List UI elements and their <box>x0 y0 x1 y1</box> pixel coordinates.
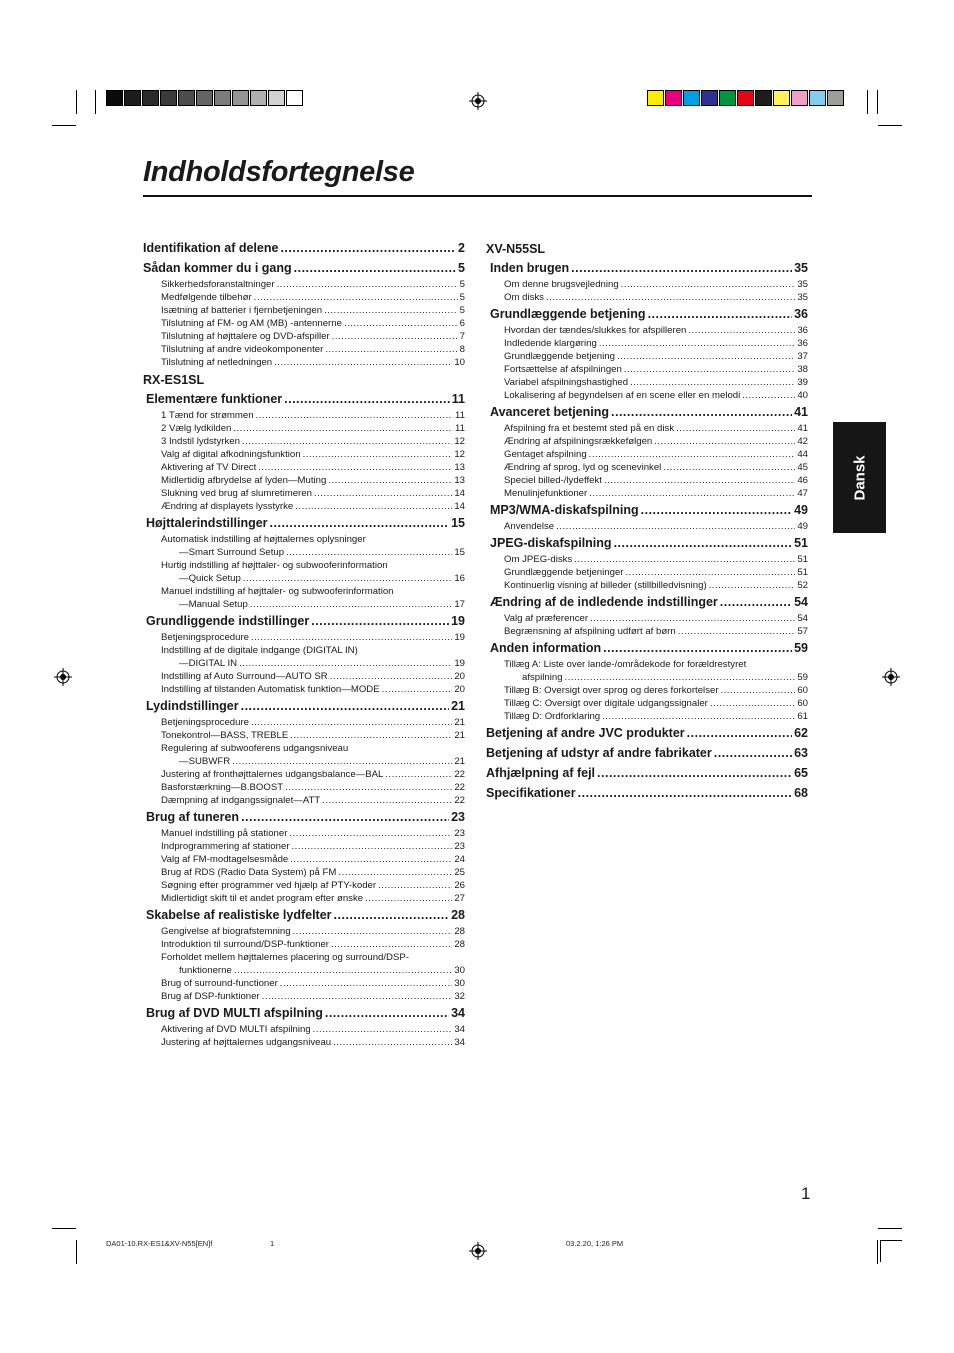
toc-subentry[interactable]: Aktivering af TV Direct ..... 13 <box>143 461 465 474</box>
toc-entry[interactable]: Ændring af de indledende indstillinger ..... 54 <box>486 593 808 612</box>
toc-subentry[interactable]: Tillæg D: Ordforklaring ..... 61 <box>486 710 808 723</box>
toc-subentry[interactable]: Søgning efter programmer ved hjælp af PTY-koder ..... 26 <box>143 879 465 892</box>
registration-target-icon <box>54 668 72 686</box>
toc-entry[interactable]: Anden information ..... 59 <box>486 639 808 658</box>
toc-subentry[interactable]: Midlertidigt skift til et andet program efter ønske ..... 27 <box>143 892 465 905</box>
toc-subentry[interactable]: —DIGITAL IN ..... 19 <box>143 657 465 670</box>
toc-subentry[interactable]: Anvendelse ..... 49 <box>486 520 808 533</box>
toc-subentry[interactable]: —Smart Surround Setup ..... 15 <box>143 546 465 559</box>
toc-subentry[interactable]: Om JPEG-disks ..... 51 <box>486 553 808 566</box>
toc-subentry-line[interactable]: Tillæg A: Liste over lande-/områdekode for forældrestyret <box>504 659 747 670</box>
calibration-swatch <box>665 90 682 106</box>
registration-target-icon <box>469 92 487 110</box>
toc-subentry[interactable]: Ændring af sprog, lyd og scenevinkel ..... 45 <box>486 461 808 474</box>
calibration-swatch <box>683 90 700 106</box>
calibration-swatch <box>755 90 772 106</box>
toc-subentry[interactable]: Betjeningsprocedure ..... 19 <box>143 631 465 644</box>
model-heading: XV-N55SL <box>486 242 546 256</box>
footer-filename: DA01-10.RX-ES1&XV-N55[EN]f <box>106 1239 213 1248</box>
calibration-swatch <box>773 90 790 106</box>
calibration-swatch <box>719 90 736 106</box>
calibration-swatch <box>232 90 249 106</box>
calibration-swatch <box>178 90 195 106</box>
toc-subentry-line[interactable]: Manuel indstilling af højttaler- og subwooferinformation <box>161 586 394 597</box>
toc-entry[interactable]: Avanceret betjening ..... 41 <box>486 403 808 422</box>
toc-entry[interactable]: Betjening af udstyr af andre fabrikater ..... 63 <box>486 744 808 763</box>
language-tab <box>833 422 886 533</box>
toc-subentry[interactable]: Tillæg C: Oversigt over digitale udgangssignaler ..... 60 <box>486 697 808 710</box>
title-rule <box>143 195 812 197</box>
toc-subentry[interactable]: —Manual Setup ..... 17 <box>143 598 465 611</box>
toc-subentry[interactable]: —SUBWFR ..... 21 <box>143 755 465 768</box>
language-tab-label: Dansk <box>851 454 868 501</box>
toc-subentry[interactable]: Tilslutning af netledningen ..... 10 <box>143 356 465 369</box>
toc-subentry[interactable]: Manuel indstilling på stationer ..... 23 <box>143 827 465 840</box>
calibration-swatch <box>214 90 231 106</box>
toc-subentry[interactable]: Gentaget afspilning ..... 44 <box>486 448 808 461</box>
toc-entry[interactable]: Højttalerindstillinger ..... 15 <box>143 514 465 533</box>
toc-subentry[interactable]: Kontinuerlig visning af billeder (stillbilledvisning) ..... 52 <box>486 579 808 592</box>
calibration-swatch <box>827 90 844 106</box>
toc-subentry[interactable]: Indprogrammering af stationer ..... 23 <box>143 840 465 853</box>
toc-subentry-line[interactable]: Indstilling af de digitale indgange (DIGITAL IN) <box>161 645 358 656</box>
toc-subentry[interactable]: 1 Tænd for strømmen ..... 11 <box>143 409 465 422</box>
toc-entry[interactable]: Sådan kommer du i gang ..... 5 <box>143 259 465 278</box>
toc-subentry[interactable]: Tilslutning af FM- og AM (MB) -antennerne ..... 6 <box>143 317 465 330</box>
toc-subentry-line[interactable]: Hurtig indstilling af højttaler- og subwooferinformation <box>161 560 388 571</box>
toc-subentry[interactable]: —Quick Setup ..... 16 <box>143 572 465 585</box>
toc-subentry[interactable]: Grundlæggende betjeninger ..... 51 <box>486 566 808 579</box>
toc-entry[interactable]: Specifikationer ..... 68 <box>486 784 808 803</box>
toc-subentry[interactable]: Menulinjefunktioner ..... 47 <box>486 487 808 500</box>
toc-subentry[interactable]: Sikkerhedsforanstaltninger ..... 5 <box>143 278 465 291</box>
toc-subentry[interactable]: Tilslutning af højttalere og DVD-afspiller ..... 7 <box>143 330 465 343</box>
toc-entry[interactable]: MP3/WMA-diskafspilning ..... 49 <box>486 501 808 520</box>
toc-right-column <box>486 238 808 803</box>
toc-entry[interactable]: Inden brugen ..... 35 <box>486 259 808 278</box>
toc-subentry[interactable]: Lokalisering af begyndelsen af en scene eller en melodi ..... 40 <box>486 389 808 402</box>
toc-entry[interactable]: JPEG-diskafspilning ..... 51 <box>486 534 808 553</box>
toc-subentry[interactable]: Om disks ..... 35 <box>486 291 808 304</box>
toc-subentry[interactable]: Medfølgende tilbehør ..... 5 <box>143 291 465 304</box>
calibration-swatch <box>809 90 826 106</box>
toc-subentry[interactable]: 2 Vælg lydkilden ..... 11 <box>143 422 465 435</box>
footer-page: 1 <box>270 1239 275 1248</box>
calibration-swatch <box>286 90 303 106</box>
calibration-swatch <box>106 90 123 106</box>
toc-subentry[interactable]: Tonekontrol—BASS, TREBLE ..... 21 <box>143 729 465 742</box>
toc-subentry[interactable]: Valg af FM-modtagelsesmåde ..... 24 <box>143 853 465 866</box>
toc-subentry-line[interactable]: Forholdet mellem højttalernes placering og surround/DSP- <box>161 952 409 963</box>
calibration-swatch <box>196 90 213 106</box>
toc-subentry[interactable]: Indstilling af Auto Surround—AUTO SR ..... 20 <box>143 670 465 683</box>
registration-target-icon <box>469 1242 487 1260</box>
toc-subentry[interactable]: Slukning ved brug af slumretimeren ..... 14 <box>143 487 465 500</box>
toc-subentry[interactable]: Valg af digital afkodningsfunktion ..... 12 <box>143 448 465 461</box>
toc-entry[interactable]: Skabelse af realistiske lydfelter ..... 28 <box>143 906 465 925</box>
footer-date: 03.2.20, 1:26 PM <box>566 1239 624 1248</box>
toc-subentry[interactable]: Variabel afspilningshastighed ..... 39 <box>486 376 808 389</box>
calibration-swatch <box>268 90 285 106</box>
toc-subentry[interactable]: Aktivering af DVD MULTI afspilning ..... 34 <box>143 1023 465 1036</box>
calibration-swatch <box>647 90 664 106</box>
toc-subentry[interactable]: Grundlæggende betjening ..... 37 <box>486 350 808 363</box>
toc-subentry[interactable]: Ændring af afspilningsrækkefølgen ..... 42 <box>486 435 808 448</box>
calibration-swatch <box>124 90 141 106</box>
toc-subentry[interactable]: Basforstærkning—B.BOOST ..... 22 <box>143 781 465 794</box>
toc-subentry[interactable]: 3 Indstil lydstyrken ..... 12 <box>143 435 465 448</box>
toc-subentry[interactable]: Midlertidig afbrydelse af lyden—Muting ..... 13 <box>143 474 465 487</box>
toc-subentry[interactable]: Fortsættelse af afspilningen ..... 38 <box>486 363 808 376</box>
toc-subentry[interactable]: Hvordan der tændes/slukkes for afspilleren ..... 36 <box>486 324 808 337</box>
toc-subentry[interactable]: afspilning ..... 59 <box>486 671 808 684</box>
toc-subentry[interactable]: Isætning af batterier i fjernbetjeningen ..... 5 <box>143 304 465 317</box>
toc-entry[interactable]: Betjening af andre JVC produkter ..... 62 <box>486 724 808 743</box>
calibration-swatch <box>791 90 808 106</box>
toc-entry[interactable]: Grundlæggende betjening ..... 36 <box>486 305 808 324</box>
model-heading: RX-ES1SL <box>143 373 205 387</box>
toc-subentry[interactable]: Gengivelse af biografstemning ..... 28 <box>143 925 465 938</box>
toc-entry[interactable]: Identifikation af delene ..... 2 <box>143 239 465 258</box>
toc-entry[interactable]: Brug af tuneren ..... 23 <box>143 808 465 827</box>
toc-subentry[interactable]: Indstilling af tilstanden Automatisk funktion—MODE ..... 20 <box>143 683 465 696</box>
gray-calibration-bar <box>106 90 304 106</box>
toc-entry[interactable]: Brug af DVD MULTI afspilning ..... 34 <box>143 1004 465 1023</box>
toc-subentry[interactable]: Valg af præferencer ..... 54 <box>486 612 808 625</box>
registration-target-icon <box>882 668 900 686</box>
calibration-swatch <box>160 90 177 106</box>
toc-subentry[interactable]: Ændring af displayets lysstyrke ..... 14 <box>143 500 465 513</box>
toc-entry[interactable]: Afhjælpning af fejl ..... 65 <box>486 764 808 783</box>
toc-subentry[interactable]: Speciel billed-/lydeffekt ..... 46 <box>486 474 808 487</box>
toc-entry[interactable]: Grundliggende indstillinger ..... 19 <box>143 612 465 631</box>
toc-subentry[interactable]: Tillæg B: Oversigt over sprog og deres forkortelser ..... 60 <box>486 684 808 697</box>
calibration-swatch <box>701 90 718 106</box>
color-calibration-bar <box>647 90 845 106</box>
calibration-swatch <box>737 90 754 106</box>
toc-subentry[interactable]: Afspilning fra et bestemt sted på en disk ..... 41 <box>486 422 808 435</box>
toc-subentry[interactable]: Begrænsning af afspilning udført af børn ..... 57 <box>486 625 808 638</box>
toc-entry[interactable]: Elementære funktioner ..... 11 <box>143 390 465 409</box>
toc-subentry[interactable]: Brug of surround-functioner ..... 30 <box>143 977 465 990</box>
toc-subentry[interactable]: Justering af højttalernes udgangsniveau ..... 34 <box>143 1036 465 1049</box>
page-number: 1 <box>801 1184 811 1203</box>
toc-entry[interactable]: Lydindstillinger ..... 21 <box>143 697 465 716</box>
toc-subentry-line[interactable]: Automatisk indstilling af højttalernes oplysninger <box>161 534 366 545</box>
toc-subentry[interactable]: Dæmpning af indgangssignalet—ATT ..... 22 <box>143 794 465 807</box>
toc-subentry[interactable]: Om denne brugsvejledning ..... 35 <box>486 278 808 291</box>
toc-subentry[interactable]: funktionerne ..... 30 <box>143 964 465 977</box>
page-title: Indholdsfortegnelse <box>143 156 415 188</box>
toc-subentry[interactable]: Brug af RDS (Radio Data System) på FM ..... 25 <box>143 866 465 879</box>
toc-subentry[interactable]: Tilslutning af andre videokomponenter ..... 8 <box>143 343 465 356</box>
toc-subentry[interactable]: Brug af DSP-funktioner ..... 32 <box>143 990 465 1003</box>
calibration-swatch <box>250 90 267 106</box>
toc-subentry[interactable]: Justering af fronthøjttalernes udgangsbalance—BAL ..... 22 <box>143 768 465 781</box>
toc-subentry-line[interactable]: Regulering af subwooferens udgangsniveau <box>161 743 349 754</box>
calibration-swatch <box>142 90 159 106</box>
toc-subentry[interactable]: Introduktion til surround/DSP-funktioner ..... 28 <box>143 938 465 951</box>
toc-subentry[interactable]: Indledende klargøring ..... 36 <box>486 337 808 350</box>
toc-left-column <box>143 238 465 1049</box>
toc-subentry[interactable]: Betjeningsprocedure ..... 21 <box>143 716 465 729</box>
